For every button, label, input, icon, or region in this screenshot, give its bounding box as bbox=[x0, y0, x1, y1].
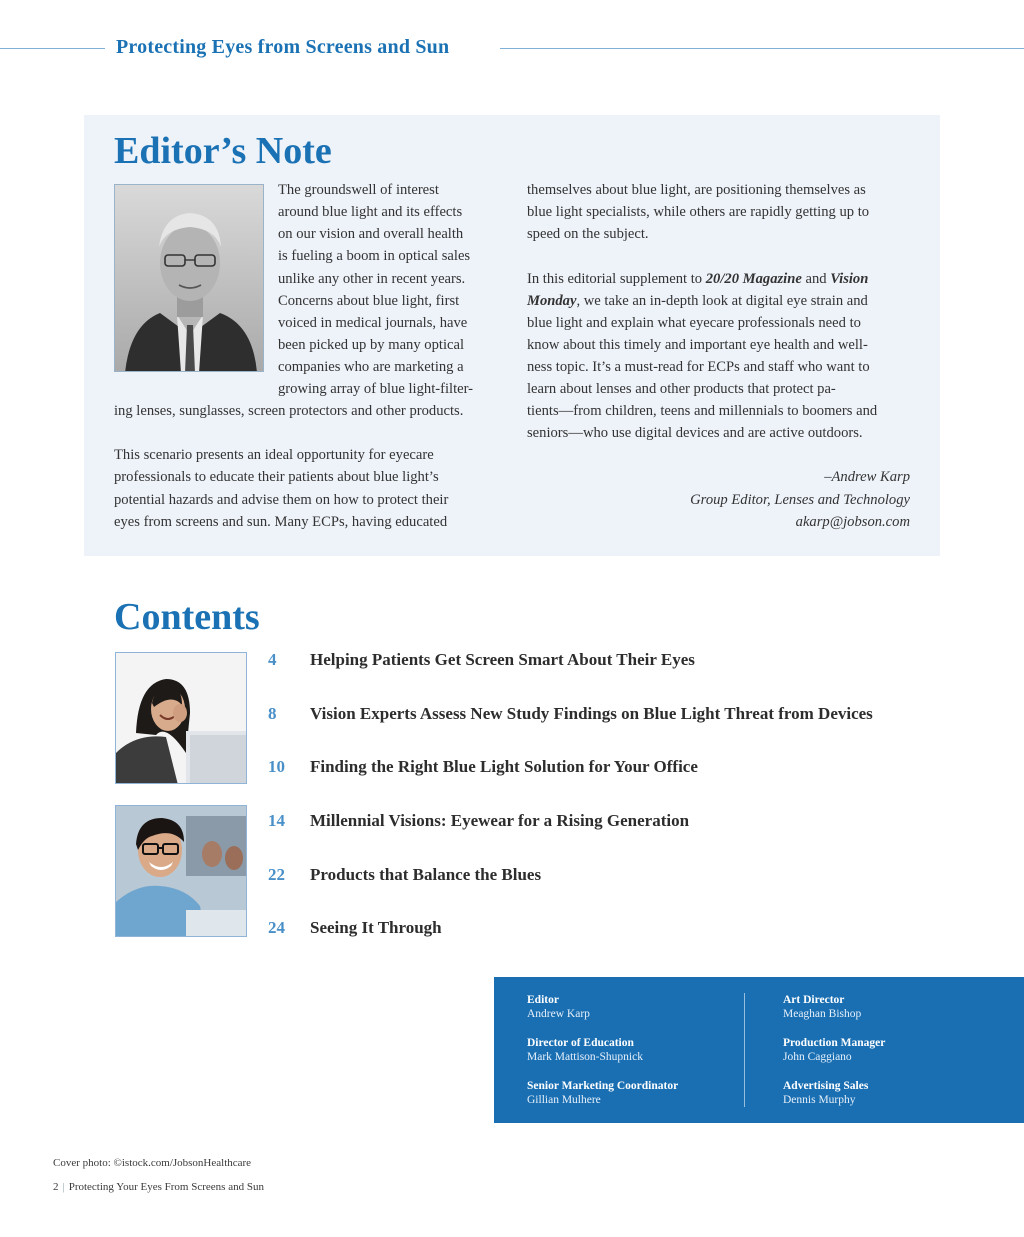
toc-page-number: 10 bbox=[268, 757, 285, 776]
masthead-role: Director of Education bbox=[527, 1037, 634, 1049]
contents-heading: Contents bbox=[114, 596, 260, 638]
masthead-entry bbox=[783, 1079, 1003, 1107]
note-text: In this editorial supplement to bbox=[527, 271, 706, 287]
note-line: Concerns about blue light, first bbox=[278, 293, 460, 309]
toc-title: Products that Balance the Blues bbox=[310, 865, 542, 884]
running-head-rule-left bbox=[0, 48, 105, 49]
masthead-box bbox=[494, 977, 1024, 1123]
note-line: learn about lenses and other products that protect pa- bbox=[527, 381, 836, 397]
toc-page-number: 22 bbox=[268, 865, 285, 884]
signature-name: –Andrew Karp bbox=[824, 469, 910, 485]
masthead-entry bbox=[527, 1036, 747, 1064]
masthead-name: John Caggiano bbox=[783, 1051, 852, 1063]
note-line: The groundswell of interest bbox=[278, 182, 439, 198]
note-text: , we take an in-depth look at digital eye strain and bbox=[576, 293, 868, 309]
signature-email-link[interactable]: akarp@jobson.com bbox=[795, 514, 910, 530]
editors-note-heading: Editor’s Note bbox=[114, 130, 332, 172]
running-head bbox=[0, 36, 1024, 60]
toc-title: Millennial Visions: Eyewear for a Rising Generation bbox=[310, 811, 690, 830]
masthead-entry bbox=[527, 1079, 747, 1107]
cover-photo-credit: Cover photo: ©istock.com/JobsonHealthcare bbox=[53, 1157, 252, 1169]
note-line: tients—from children, teens and millennials to boomers and bbox=[527, 403, 878, 419]
masthead-role: Advertising Sales bbox=[783, 1080, 869, 1092]
note-line: ing lenses, sunglasses, screen protectors and other products. bbox=[114, 403, 464, 419]
note-line: professionals to educate their patients about blue light’s bbox=[114, 469, 439, 485]
note-line: around blue light and its effects bbox=[278, 204, 463, 220]
toc-title: Helping Patients Get Screen Smart About Their Eyes bbox=[310, 650, 695, 669]
toc-page-number: 14 bbox=[268, 811, 285, 830]
note-text: and bbox=[801, 271, 831, 287]
note-line: unlike any other in recent years. bbox=[278, 271, 466, 287]
note-line: speed on the subject. bbox=[527, 226, 649, 242]
toc-page-number: 24 bbox=[268, 918, 285, 937]
note-line bbox=[527, 268, 868, 290]
note-line: is fueling a boom in optical sales bbox=[278, 248, 471, 264]
masthead-name: Andrew Karp bbox=[527, 1008, 590, 1020]
toc-title: Vision Experts Assess New Study Findings on Blue Light Threat from Devices bbox=[310, 704, 873, 723]
note-line: been picked up by many optical bbox=[278, 337, 465, 353]
masthead-entry bbox=[783, 1036, 1003, 1064]
page-footer bbox=[53, 1181, 264, 1193]
toc-title: Finding the Right Blue Light Solution for Your Office bbox=[310, 757, 698, 776]
note-line: ness topic. It’s a must-read for ECPs and staff who want to bbox=[527, 359, 870, 375]
editor-portrait-photo bbox=[114, 184, 264, 372]
page-number: 2 bbox=[53, 1181, 59, 1193]
signature-title: Group Editor, Lenses and Technology bbox=[690, 492, 910, 508]
running-head-title: Protecting Eyes from Screens and Sun bbox=[116, 36, 450, 58]
toc-page-number: 4 bbox=[268, 650, 277, 669]
woman-laptop-image bbox=[116, 653, 247, 784]
editor-portrait-image bbox=[115, 185, 264, 372]
masthead-name: Meaghan Bishop bbox=[783, 1008, 862, 1020]
note-line: companies who are marketing a bbox=[278, 359, 464, 375]
note-line bbox=[527, 290, 868, 312]
note-line: This scenario presents an ideal opportunity for eyecare bbox=[114, 447, 434, 463]
masthead-name: Gillian Mulhere bbox=[527, 1094, 601, 1106]
toc-title: Seeing It Through bbox=[310, 918, 442, 937]
magazine-name: Monday bbox=[527, 293, 577, 309]
note-line: voiced in medical journals, have bbox=[278, 315, 468, 331]
contents-photo-woman-laptop bbox=[115, 652, 247, 784]
toc-page-number: 8 bbox=[268, 704, 277, 723]
masthead-entry bbox=[527, 993, 747, 1021]
contents-photo-young-man bbox=[115, 805, 247, 937]
masthead-role: Art Director bbox=[783, 994, 845, 1006]
note-line: blue light and explain what eyecare professionals need to bbox=[527, 315, 861, 331]
note-line: themselves about blue light, are positioning themselves as bbox=[527, 182, 866, 198]
running-head-rule-right bbox=[500, 48, 1024, 49]
note-line: growing array of blue light-filter- bbox=[278, 381, 474, 397]
publication-title: Protecting Your Eyes From Screens and Sun bbox=[68, 1181, 264, 1193]
note-line: know about this timely and important eye health and well- bbox=[527, 337, 868, 353]
masthead-name: Mark Mattison-Shupnick bbox=[527, 1051, 643, 1063]
note-line: blue light specialists, while others are rapidly getting up to bbox=[527, 204, 870, 220]
magazine-name: 20/20 Magazine bbox=[705, 271, 802, 287]
note-line: eyes from screens and sun. Many ECPs, having educated bbox=[114, 514, 448, 530]
note-line: seniors—who use digital devices and are active outdoors. bbox=[527, 425, 863, 441]
magazine-name: Vision bbox=[830, 271, 869, 287]
masthead-role: Editor bbox=[527, 994, 559, 1006]
note-line: potential hazards and advise them on how to protect their bbox=[114, 492, 449, 508]
note-line: on our vision and overall health bbox=[278, 226, 464, 242]
masthead-role: Production Manager bbox=[783, 1037, 886, 1049]
young-man-image bbox=[116, 806, 247, 937]
masthead-name: Dennis Murphy bbox=[783, 1094, 856, 1106]
masthead-role: Senior Marketing Coordinator bbox=[527, 1080, 679, 1092]
masthead-entry bbox=[783, 993, 1003, 1021]
footer-separator: | bbox=[62, 1181, 65, 1193]
